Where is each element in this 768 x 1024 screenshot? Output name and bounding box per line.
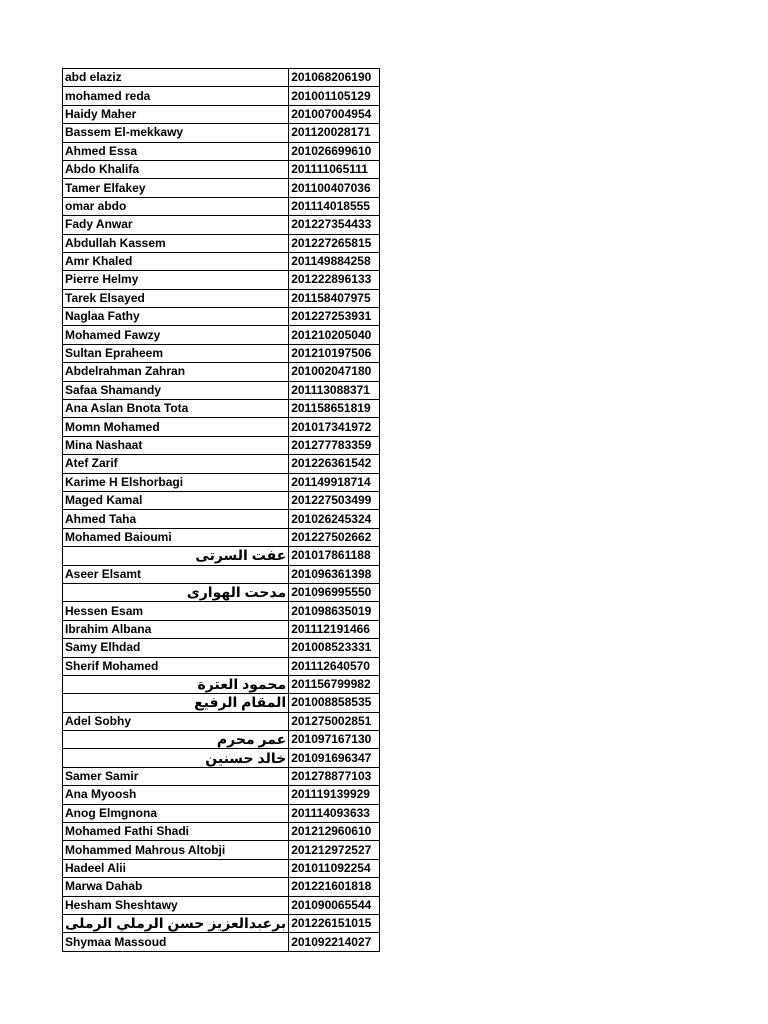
phone-number-cell[interactable]: 201210197506	[289, 344, 380, 362]
phone-number-cell[interactable]: 201002047180	[289, 363, 380, 381]
phone-number-cell[interactable]: 201068206190	[289, 69, 380, 87]
table-row	[63, 528, 380, 546]
phone-number-cell[interactable]: 201113088371	[289, 381, 380, 399]
contact-name-cell[interactable]: Hadeel Alii	[63, 859, 289, 877]
phone-number-cell[interactable]: 201017341972	[289, 418, 380, 436]
contact-name-cell[interactable]: برعبدالعزيز حسن الرملي الرملى	[63, 914, 289, 932]
table-row	[63, 455, 380, 473]
table-row	[63, 620, 380, 638]
table-row	[63, 823, 380, 841]
table-row	[63, 142, 380, 160]
phone-number-cell[interactable]: 201278877103	[289, 767, 380, 785]
table-row	[63, 896, 380, 914]
contacts-table	[62, 68, 380, 952]
phone-number-cell[interactable]: 201097167130	[289, 731, 380, 749]
contact-name-cell[interactable]: Tamer Elfakey	[63, 179, 289, 197]
table-row	[63, 491, 380, 509]
table-row	[63, 841, 380, 859]
phone-number-cell[interactable]: 201112191466	[289, 620, 380, 638]
contact-name-cell[interactable]: Samy Elhdad	[63, 639, 289, 657]
contact-name-cell[interactable]: Ahmed Taha	[63, 510, 289, 528]
contact-name-cell[interactable]: Fady Anwar	[63, 216, 289, 234]
contact-name-cell[interactable]: Samer Samir	[63, 767, 289, 785]
contact-name-cell[interactable]: Aseer Elsamt	[63, 565, 289, 583]
table-row	[63, 216, 380, 234]
contact-name-cell[interactable]: Hessen Esam	[63, 602, 289, 620]
table-row	[63, 473, 380, 491]
table-row	[63, 933, 380, 951]
phone-number-cell[interactable]: 201111065111	[289, 160, 380, 178]
contact-name-cell[interactable]: Atef Zarif	[63, 455, 289, 473]
table-row	[63, 694, 380, 712]
contact-name-cell[interactable]: Amr Khaled	[63, 252, 289, 270]
contact-name-cell[interactable]: Anog Elmgnona	[63, 804, 289, 822]
table-row	[63, 400, 380, 418]
table-row	[63, 786, 380, 804]
phone-number-cell[interactable]: 201212960610	[289, 823, 380, 841]
contact-name-cell[interactable]: Karime H Elshorbagi	[63, 473, 289, 491]
contact-name-cell[interactable]: Abdullah Kassem	[63, 234, 289, 252]
contact-name-cell[interactable]: Naglaa Fathy	[63, 308, 289, 326]
phone-number-cell[interactable]: 201210205040	[289, 326, 380, 344]
contact-name-cell[interactable]: عفت السرتى	[63, 547, 289, 565]
phone-number-cell[interactable]: 201149884258	[289, 252, 380, 270]
contact-name-cell[interactable]: Ana Myoosh	[63, 786, 289, 804]
phone-number-cell[interactable]: 201120028171	[289, 124, 380, 142]
phone-number-cell[interactable]: 201119139929	[289, 786, 380, 804]
contact-name-cell[interactable]: خالد حسنين	[63, 749, 289, 767]
contact-name-cell[interactable]: Tarek Elsayed	[63, 289, 289, 307]
contact-name-cell[interactable]: Ibrahim Albana	[63, 620, 289, 638]
table-row	[63, 69, 380, 87]
phone-number-cell[interactable]: 201026245324	[289, 510, 380, 528]
contact-name-cell[interactable]: Pierre Helmy	[63, 271, 289, 289]
table-row	[63, 602, 380, 620]
table-row	[63, 859, 380, 877]
phone-number-cell[interactable]: 201098635019	[289, 602, 380, 620]
table-row	[63, 124, 380, 142]
phone-number-cell[interactable]: 201112640570	[289, 657, 380, 675]
table-row	[63, 197, 380, 215]
contact-name-cell[interactable]: المقام الرفيع	[63, 694, 289, 712]
table-row	[63, 308, 380, 326]
table-row	[63, 657, 380, 675]
contact-name-cell[interactable]: Safaa Shamandy	[63, 381, 289, 399]
contact-name-cell[interactable]: عمر محرم	[63, 731, 289, 749]
table-row	[63, 639, 380, 657]
contact-name-cell[interactable]: Hesham Sheshtawy	[63, 896, 289, 914]
contact-name-cell[interactable]: mohamed reda	[63, 87, 289, 105]
table-row	[63, 418, 380, 436]
table-row	[63, 712, 380, 730]
table-row	[63, 381, 380, 399]
table-row	[63, 749, 380, 767]
contact-name-cell[interactable]: Mohamed Baioumi	[63, 528, 289, 546]
phone-number-cell[interactable]: 201158651819	[289, 400, 380, 418]
phone-number-cell[interactable]: 201001105129	[289, 87, 380, 105]
phone-number-cell[interactable]: 201149918714	[289, 473, 380, 491]
phone-number-cell[interactable]: 201212972527	[289, 841, 380, 859]
phone-number-cell[interactable]: 201227253931	[289, 308, 380, 326]
table-row	[63, 326, 380, 344]
phone-number-cell[interactable]: 201277783359	[289, 436, 380, 454]
contact-name-cell[interactable]: Marwa Dahab	[63, 878, 289, 896]
phone-number-cell[interactable]: 201114018555	[289, 197, 380, 215]
phone-number-cell[interactable]: 201100407036	[289, 179, 380, 197]
contact-name-cell[interactable]: محمود العترة	[63, 675, 289, 693]
contact-name-cell[interactable]: Shymaa Massoud	[63, 933, 289, 951]
phone-number-cell[interactable]: 201114093633	[289, 804, 380, 822]
table-row	[63, 565, 380, 583]
contact-name-cell[interactable]: Mohamed Fawzy	[63, 326, 289, 344]
contact-name-cell[interactable]: Mina Nashaat	[63, 436, 289, 454]
table-row	[63, 878, 380, 896]
table-row	[63, 675, 380, 693]
table-row	[63, 271, 380, 289]
contact-name-cell[interactable]: Sherif Mohamed	[63, 657, 289, 675]
phone-number-cell[interactable]: 201227503499	[289, 491, 380, 509]
contact-name-cell[interactable]: Abdo Khalifa	[63, 160, 289, 178]
phone-number-cell[interactable]: 201227265815	[289, 234, 380, 252]
phone-number-cell[interactable]: 201017861188	[289, 547, 380, 565]
contact-name-cell[interactable]: Mohamed Fathi Shadi	[63, 823, 289, 841]
phone-number-cell[interactable]: 201092214027	[289, 933, 380, 951]
table-row	[63, 179, 380, 197]
table-row	[63, 289, 380, 307]
phone-number-cell[interactable]: 201227502662	[289, 528, 380, 546]
phone-number-cell[interactable]: 201226151015	[289, 914, 380, 932]
contact-name-cell[interactable]: Ahmed Essa	[63, 142, 289, 160]
table-row	[63, 234, 380, 252]
contact-name-cell[interactable]: Haidy Maher	[63, 105, 289, 123]
table-row	[63, 767, 380, 785]
contact-name-cell[interactable]: Maged Kamal	[63, 491, 289, 509]
contact-name-cell[interactable]: Sultan Epraheem	[63, 344, 289, 362]
phone-number-cell[interactable]: 201008523331	[289, 639, 380, 657]
contacts-table-body	[63, 69, 380, 952]
phone-number-cell[interactable]: 201096361398	[289, 565, 380, 583]
phone-number-cell[interactable]: 201221601818	[289, 878, 380, 896]
table-row	[63, 510, 380, 528]
phone-number-cell[interactable]: 201096995550	[289, 583, 380, 601]
table-row	[63, 160, 380, 178]
phone-number-cell[interactable]: 201226361542	[289, 455, 380, 473]
contact-name-cell[interactable]: Bassem El-mekkawy	[63, 124, 289, 142]
table-row	[63, 547, 380, 565]
table-row	[63, 87, 380, 105]
table-row	[63, 804, 380, 822]
table-row	[63, 731, 380, 749]
table-row	[63, 344, 380, 362]
table-row	[63, 914, 380, 932]
phone-number-cell[interactable]: 201011092254	[289, 859, 380, 877]
table-row	[63, 583, 380, 601]
phone-number-cell[interactable]: 201222896133	[289, 271, 380, 289]
phone-number-cell[interactable]: 201008858535	[289, 694, 380, 712]
phone-number-cell[interactable]: 201026699610	[289, 142, 380, 160]
contact-name-cell[interactable]: abd elaziz	[63, 69, 289, 87]
table-row	[63, 436, 380, 454]
contact-name-cell[interactable]: Mohammed Mahrous Altobji	[63, 841, 289, 859]
contact-name-cell[interactable]: Abdelrahman Zahran	[63, 363, 289, 381]
contact-name-cell[interactable]: مدحت الهوارى	[63, 583, 289, 601]
phone-number-cell[interactable]: 201090065544	[289, 896, 380, 914]
table-row	[63, 252, 380, 270]
table-row	[63, 363, 380, 381]
phone-number-cell[interactable]: 201007004954	[289, 105, 380, 123]
contact-name-cell[interactable]: omar abdo	[63, 197, 289, 215]
phone-number-cell[interactable]: 201227354433	[289, 216, 380, 234]
contact-name-cell[interactable]: Momn Mohamed	[63, 418, 289, 436]
phone-number-cell[interactable]: 201091696347	[289, 749, 380, 767]
table-row	[63, 105, 380, 123]
contact-name-cell[interactable]: Ana Aslan Bnota Tota	[63, 400, 289, 418]
phone-number-cell[interactable]: 201156799982	[289, 675, 380, 693]
contact-name-cell[interactable]: Adel Sobhy	[63, 712, 289, 730]
phone-number-cell[interactable]: 201275002851	[289, 712, 380, 730]
phone-number-cell[interactable]: 201158407975	[289, 289, 380, 307]
